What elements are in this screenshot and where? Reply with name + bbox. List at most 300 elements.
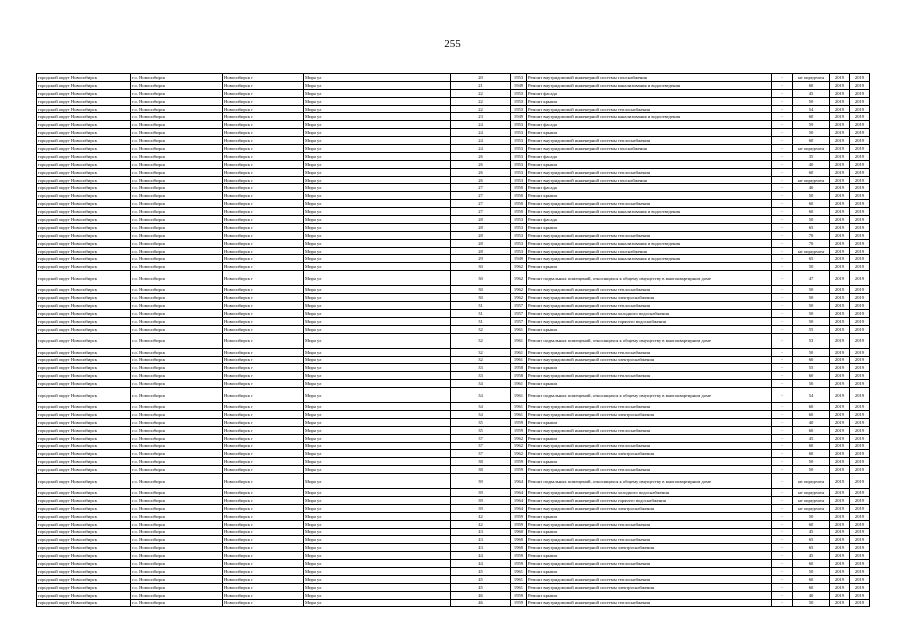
- house-number-cell: 27: [451, 208, 511, 216]
- build-year-cell: 1961: [511, 410, 527, 418]
- dash-cell: -: [772, 192, 793, 200]
- table-row: [37, 192, 870, 200]
- municipality-cell: городской округ Новосибирск: [37, 458, 131, 466]
- dash-cell: -: [772, 231, 793, 239]
- city-cell: Новосибирск г: [223, 192, 304, 200]
- build-year-cell: 1950: [511, 208, 527, 216]
- house-number-cell: 28: [451, 239, 511, 247]
- table-row: [37, 426, 870, 434]
- settlement-cell: г.о. Новосибирск: [131, 466, 223, 474]
- year-to-cell: 2019: [850, 294, 870, 302]
- city-cell: Новосибирск г: [223, 231, 304, 239]
- table-row: [37, 263, 870, 271]
- year-to-cell: 2019: [850, 223, 870, 231]
- dash-cell: -: [772, 403, 793, 411]
- cost-cell: 70: [793, 231, 830, 239]
- year-from-cell: 2019: [830, 418, 850, 426]
- build-year-cell: 1961: [511, 325, 527, 333]
- work-type-cell: Ремонт внутридомовой инженерной системы электроснабжения: [527, 356, 772, 364]
- table-row: [37, 302, 870, 310]
- municipality-cell: городской округ Новосибирск: [37, 450, 131, 458]
- street-cell: Мира ул: [304, 474, 451, 489]
- work-type-cell: Ремонт крыши: [527, 129, 772, 137]
- house-number-cell: 39: [451, 496, 511, 504]
- municipality-cell: городской округ Новосибирск: [37, 348, 131, 356]
- cost-cell: не определен: [793, 474, 830, 489]
- work-type-cell: Ремонт внутридомовой инженерной системы электроснабжения: [527, 450, 772, 458]
- build-year-cell: 1962: [511, 286, 527, 294]
- build-year-cell: 1961: [511, 575, 527, 583]
- dash-cell: -: [772, 152, 793, 160]
- city-cell: Новосибирск г: [223, 434, 304, 442]
- settlement-cell: г.о. Новосибирск: [131, 286, 223, 294]
- dash-cell: -: [772, 113, 793, 121]
- settlement-cell: г.о. Новосибирск: [131, 474, 223, 489]
- build-year-cell: 1959: [511, 560, 527, 568]
- settlement-cell: г.о. Новосибирск: [131, 450, 223, 458]
- table-row: [37, 317, 870, 325]
- settlement-cell: г.о. Новосибирск: [131, 89, 223, 97]
- year-to-cell: 2019: [850, 216, 870, 224]
- cost-cell: 50: [793, 216, 830, 224]
- cost-cell: 50: [793, 458, 830, 466]
- table-row: [37, 380, 870, 388]
- settlement-cell: г.о. Новосибирск: [131, 575, 223, 583]
- build-year-cell: 1950: [511, 184, 527, 192]
- city-cell: Новосибирск г: [223, 552, 304, 560]
- work-type-cell: Ремонт крыши: [527, 458, 772, 466]
- table-row: [37, 583, 870, 591]
- house-number-cell: 31: [451, 309, 511, 317]
- city-cell: Новосибирск г: [223, 348, 304, 356]
- work-type-cell: Ремонт внутридомовой инженерной системы канализования и водоотведения: [527, 113, 772, 121]
- house-number-cell: 32: [451, 325, 511, 333]
- cost-cell: 70: [793, 239, 830, 247]
- build-year-cell: 1960: [511, 544, 527, 552]
- dash-cell: -: [772, 450, 793, 458]
- work-type-cell: Ремонт внутридомовой инженерной системы теплоснабжения: [527, 575, 772, 583]
- dash-cell: -: [772, 121, 793, 129]
- street-cell: Мира ул: [304, 512, 451, 520]
- dash-cell: -: [772, 325, 793, 333]
- year-from-cell: 2019: [830, 520, 850, 528]
- work-type-cell: Ремонт крыши: [527, 325, 772, 333]
- dash-cell: -: [772, 160, 793, 168]
- street-cell: Мира ул: [304, 176, 451, 184]
- settlement-cell: г.о. Новосибирск: [131, 567, 223, 575]
- settlement-cell: г.о. Новосибирск: [131, 333, 223, 348]
- year-from-cell: 2019: [830, 591, 850, 599]
- municipality-cell: городской округ Новосибирск: [37, 160, 131, 168]
- table-row: [37, 121, 870, 129]
- table-row: [37, 489, 870, 497]
- year-to-cell: 2019: [850, 583, 870, 591]
- cost-cell: 50: [793, 192, 830, 200]
- municipality-cell: городской округ Новосибирск: [37, 309, 131, 317]
- city-cell: Новосибирск г: [223, 145, 304, 153]
- city-cell: Новосибирск г: [223, 294, 304, 302]
- city-cell: Новосибирск г: [223, 591, 304, 599]
- house-number-cell: 46: [451, 591, 511, 599]
- cost-cell: 50: [793, 466, 830, 474]
- year-to-cell: 2019: [850, 364, 870, 372]
- work-type-cell: Ремонт внутридомовой инженерной системы электроснабжения: [527, 410, 772, 418]
- city-cell: Новосибирск г: [223, 583, 304, 591]
- build-year-cell: 1959: [511, 418, 527, 426]
- city-cell: Новосибирск г: [223, 496, 304, 504]
- house-number-cell: 38: [451, 458, 511, 466]
- build-year-cell: 1959: [511, 552, 527, 560]
- house-number-cell: 32: [451, 348, 511, 356]
- municipality-cell: городской округ Новосибирск: [37, 466, 131, 474]
- table-row: [37, 105, 870, 113]
- municipality-cell: городской округ Новосибирск: [37, 263, 131, 271]
- build-year-cell: 1962: [511, 442, 527, 450]
- municipality-cell: городской округ Новосибирск: [37, 520, 131, 528]
- settlement-cell: г.о. Новосибирск: [131, 356, 223, 364]
- table-row: [37, 372, 870, 380]
- city-cell: Новосибирск г: [223, 302, 304, 310]
- cost-cell: 60: [793, 520, 830, 528]
- dash-cell: -: [772, 372, 793, 380]
- street-cell: Мира ул: [304, 121, 451, 129]
- table-row: [37, 286, 870, 294]
- year-to-cell: 2019: [850, 544, 870, 552]
- year-from-cell: 2019: [830, 160, 850, 168]
- municipality-cell: городской округ Новосибирск: [37, 294, 131, 302]
- cost-cell: 50: [793, 302, 830, 310]
- dash-cell: -: [772, 317, 793, 325]
- city-cell: Новосибирск г: [223, 129, 304, 137]
- build-year-cell: 1961: [511, 403, 527, 411]
- cost-cell: не определен: [793, 247, 830, 255]
- house-number-cell: 34: [451, 380, 511, 388]
- work-type-cell: Ремонт внутридомовой инженерной системы теплоснабжения: [527, 200, 772, 208]
- cost-cell: не определен: [793, 504, 830, 512]
- street-cell: Мира ул: [304, 309, 451, 317]
- year-from-cell: 2019: [830, 364, 850, 372]
- work-type-cell: Ремонт крыши: [527, 160, 772, 168]
- build-year-cell: 1950: [511, 192, 527, 200]
- year-from-cell: 2019: [830, 121, 850, 129]
- street-cell: Мира ул: [304, 325, 451, 333]
- table-row: [37, 137, 870, 145]
- build-year-cell: 1959: [511, 591, 527, 599]
- build-year-cell: 1957: [511, 309, 527, 317]
- build-year-cell: 1961: [511, 388, 527, 403]
- street-cell: Мира ул: [304, 552, 451, 560]
- dash-cell: -: [772, 466, 793, 474]
- dash-cell: -: [772, 442, 793, 450]
- year-to-cell: 2019: [850, 302, 870, 310]
- work-type-cell: Ремонт внутридомовой инженерной системы теплоснабжения: [527, 426, 772, 434]
- work-type-cell: Ремонт внутридомовой инженерной системы теплоснабжения: [527, 403, 772, 411]
- city-cell: Новосибирск г: [223, 160, 304, 168]
- dash-cell: -: [772, 137, 793, 145]
- municipality-cell: городской округ Новосибирск: [37, 583, 131, 591]
- cost-cell: 40: [793, 418, 830, 426]
- house-number-cell: 45: [451, 575, 511, 583]
- street-cell: Мира ул: [304, 286, 451, 294]
- municipality-cell: городской округ Новосибирск: [37, 496, 131, 504]
- street-cell: Мира ул: [304, 145, 451, 153]
- table-row: [37, 567, 870, 575]
- dash-cell: -: [772, 434, 793, 442]
- cost-cell: 45: [793, 434, 830, 442]
- cost-cell: 50: [793, 294, 830, 302]
- dash-cell: -: [772, 302, 793, 310]
- dash-cell: -: [772, 216, 793, 224]
- house-number-cell: 30: [451, 294, 511, 302]
- dash-cell: -: [772, 168, 793, 176]
- dash-cell: -: [772, 348, 793, 356]
- settlement-cell: г.о. Новосибирск: [131, 325, 223, 333]
- table-row: [37, 231, 870, 239]
- build-year-cell: 1953: [511, 247, 527, 255]
- work-type-cell: Ремонт крыши: [527, 591, 772, 599]
- build-year-cell: 1962: [511, 294, 527, 302]
- work-type-cell: Ремонт внутридомовой инженерной системы теплоснабжения: [527, 137, 772, 145]
- dash-cell: -: [772, 583, 793, 591]
- year-from-cell: 2019: [830, 286, 850, 294]
- cost-cell: 40: [793, 160, 830, 168]
- year-to-cell: 2019: [850, 496, 870, 504]
- street-cell: Мира ул: [304, 504, 451, 512]
- build-year-cell: 1960: [511, 536, 527, 544]
- cost-cell: 50: [793, 309, 830, 317]
- house-number-cell: 44: [451, 560, 511, 568]
- table-row: [37, 168, 870, 176]
- house-number-cell: 20: [451, 74, 511, 82]
- build-year-cell: 1953: [511, 168, 527, 176]
- year-to-cell: 2019: [850, 97, 870, 105]
- settlement-cell: г.о. Новосибирск: [131, 544, 223, 552]
- street-cell: Мира ул: [304, 458, 451, 466]
- table-row: [37, 255, 870, 263]
- municipality-cell: городской округ Новосибирск: [37, 512, 131, 520]
- year-to-cell: 2019: [850, 184, 870, 192]
- year-to-cell: 2019: [850, 591, 870, 599]
- municipality-cell: городской округ Новосибирск: [37, 223, 131, 231]
- work-type-cell: Ремонт внутридомовой инженерной системы теплоснабжения: [527, 466, 772, 474]
- city-cell: Новосибирск г: [223, 255, 304, 263]
- table-row: [37, 458, 870, 466]
- year-from-cell: 2019: [830, 113, 850, 121]
- dash-cell: -: [772, 239, 793, 247]
- work-type-cell: Ремонт внутридомовой инженерной системы горячего водоснабжения: [527, 496, 772, 504]
- dash-cell: -: [772, 208, 793, 216]
- municipality-cell: городской округ Новосибирск: [37, 575, 131, 583]
- street-cell: Мира ул: [304, 560, 451, 568]
- table-row: [37, 208, 870, 216]
- house-number-cell: 38: [451, 466, 511, 474]
- table-row: [37, 89, 870, 97]
- house-number-cell: 46: [451, 599, 511, 607]
- street-cell: Мира ул: [304, 528, 451, 536]
- municipality-cell: городской округ Новосибирск: [37, 403, 131, 411]
- table-row: [37, 552, 870, 560]
- year-to-cell: 2019: [850, 263, 870, 271]
- year-from-cell: 2019: [830, 512, 850, 520]
- work-type-cell: Ремонт фасада: [527, 216, 772, 224]
- table-row: [37, 152, 870, 160]
- municipality-cell: городской округ Новосибирск: [37, 216, 131, 224]
- table-row: [37, 418, 870, 426]
- street-cell: Мира ул: [304, 496, 451, 504]
- dash-cell: -: [772, 504, 793, 512]
- street-cell: Мира ул: [304, 129, 451, 137]
- work-type-cell: Ремонт внутридомовой инженерной системы газоснабжения: [527, 247, 772, 255]
- city-cell: Новосибирск г: [223, 121, 304, 129]
- year-to-cell: 2019: [850, 176, 870, 184]
- settlement-cell: г.о. Новосибирск: [131, 223, 223, 231]
- year-to-cell: 2019: [850, 356, 870, 364]
- settlement-cell: г.о. Новосибирск: [131, 309, 223, 317]
- house-number-cell: 24: [451, 145, 511, 153]
- table-row: [37, 466, 870, 474]
- house-number-cell: 27: [451, 192, 511, 200]
- street-cell: Мира ул: [304, 426, 451, 434]
- settlement-cell: г.о. Новосибирск: [131, 348, 223, 356]
- settlement-cell: г.о. Новосибирск: [131, 528, 223, 536]
- city-cell: Новосибирск г: [223, 567, 304, 575]
- table-row: [37, 97, 870, 105]
- table-row: [37, 442, 870, 450]
- municipality-cell: городской округ Новосибирск: [37, 176, 131, 184]
- work-type-cell: Ремонт внутридомовой инженерной системы теплоснабжения: [527, 442, 772, 450]
- year-from-cell: 2019: [830, 575, 850, 583]
- settlement-cell: г.о. Новосибирск: [131, 152, 223, 160]
- municipality-cell: городской округ Новосибирск: [37, 239, 131, 247]
- dash-cell: -: [772, 145, 793, 153]
- city-cell: Новосибирск г: [223, 247, 304, 255]
- work-type-cell: Ремонт крыши: [527, 512, 772, 520]
- city-cell: Новосибирск г: [223, 474, 304, 489]
- city-cell: Новосибирск г: [223, 426, 304, 434]
- city-cell: Новосибирск г: [223, 489, 304, 497]
- dash-cell: -: [772, 560, 793, 568]
- settlement-cell: г.о. Новосибирск: [131, 512, 223, 520]
- city-cell: Новосибирск г: [223, 364, 304, 372]
- year-to-cell: 2019: [850, 74, 870, 82]
- house-number-cell: 37: [451, 450, 511, 458]
- house-number-cell: 27: [451, 200, 511, 208]
- build-year-cell: 1953: [511, 105, 527, 113]
- city-cell: Новосибирск г: [223, 466, 304, 474]
- table-row: [37, 528, 870, 536]
- build-year-cell: 1964: [511, 504, 527, 512]
- street-cell: Мира ул: [304, 348, 451, 356]
- work-type-cell: Ремонт внутридомовой инженерной системы теплоснабжения: [527, 560, 772, 568]
- table-row: [37, 239, 870, 247]
- work-type-cell: Ремонт крыши: [527, 418, 772, 426]
- table-body: [37, 74, 870, 607]
- dash-cell: -: [772, 567, 793, 575]
- dash-cell: -: [772, 496, 793, 504]
- street-cell: Мира ул: [304, 317, 451, 325]
- table-row: [37, 410, 870, 418]
- municipality-cell: городской округ Новосибирск: [37, 255, 131, 263]
- house-number-cell: 39: [451, 474, 511, 489]
- city-cell: Новосибирск г: [223, 403, 304, 411]
- cost-cell: 60: [793, 81, 830, 89]
- street-cell: Мира ул: [304, 418, 451, 426]
- settlement-cell: г.о. Новосибирск: [131, 536, 223, 544]
- dash-cell: -: [772, 247, 793, 255]
- year-to-cell: 2019: [850, 442, 870, 450]
- year-to-cell: 2019: [850, 520, 870, 528]
- cost-cell: 60: [793, 450, 830, 458]
- dash-cell: -: [772, 544, 793, 552]
- year-to-cell: 2019: [850, 286, 870, 294]
- year-from-cell: 2019: [830, 216, 850, 224]
- municipality-cell: городской округ Новосибирск: [37, 145, 131, 153]
- build-year-cell: 1959: [511, 599, 527, 607]
- settlement-cell: г.о. Новосибирск: [131, 121, 223, 129]
- year-from-cell: 2019: [830, 192, 850, 200]
- settlement-cell: г.о. Новосибирск: [131, 239, 223, 247]
- table-row: [37, 536, 870, 544]
- year-to-cell: 2019: [850, 200, 870, 208]
- municipality-cell: городской округ Новосибирск: [37, 325, 131, 333]
- year-from-cell: 2019: [830, 231, 850, 239]
- municipality-cell: городской округ Новосибирск: [37, 372, 131, 380]
- settlement-cell: г.о. Новосибирск: [131, 247, 223, 255]
- city-cell: Новосибирск г: [223, 317, 304, 325]
- settlement-cell: г.о. Новосибирск: [131, 380, 223, 388]
- year-from-cell: 2019: [830, 552, 850, 560]
- table-row: [37, 176, 870, 184]
- street-cell: Мира ул: [304, 450, 451, 458]
- municipality-cell: городской округ Новосибирск: [37, 504, 131, 512]
- year-from-cell: 2019: [830, 97, 850, 105]
- year-to-cell: 2019: [850, 89, 870, 97]
- year-to-cell: 2019: [850, 105, 870, 113]
- street-cell: Мира ул: [304, 380, 451, 388]
- cost-cell: 60: [793, 113, 830, 121]
- city-cell: Новосибирск г: [223, 528, 304, 536]
- street-cell: Мира ул: [304, 239, 451, 247]
- street-cell: Мира ул: [304, 489, 451, 497]
- work-type-cell: Ремонт внутридомовой инженерной системы теплоснабжения: [527, 168, 772, 176]
- house-number-cell: 22: [451, 105, 511, 113]
- street-cell: Мира ул: [304, 583, 451, 591]
- work-type-cell: Ремонт крыши: [527, 223, 772, 231]
- work-type-cell: Ремонт внутридомовой инженерной системы газоснабжения: [527, 145, 772, 153]
- street-cell: Мира ул: [304, 536, 451, 544]
- cost-cell: 60: [793, 403, 830, 411]
- build-year-cell: 1958: [511, 364, 527, 372]
- municipality-cell: городской округ Новосибирск: [37, 137, 131, 145]
- table-row: [37, 81, 870, 89]
- year-from-cell: 2019: [830, 450, 850, 458]
- house-number-cell: 43: [451, 528, 511, 536]
- municipality-cell: городской округ Новосибирск: [37, 599, 131, 607]
- city-cell: Новосибирск г: [223, 105, 304, 113]
- house-number-cell: 31: [451, 302, 511, 310]
- street-cell: Мира ул: [304, 113, 451, 121]
- work-type-cell: Ремонт внутридомовой инженерной системы теплоснабжения: [527, 536, 772, 544]
- year-from-cell: 2019: [830, 325, 850, 333]
- settlement-cell: г.о. Новосибирск: [131, 160, 223, 168]
- work-type-cell: Ремонт фасада: [527, 152, 772, 160]
- house-number-cell: 35: [451, 418, 511, 426]
- build-year-cell: 1953: [511, 121, 527, 129]
- table-row: [37, 512, 870, 520]
- house-number-cell: 33: [451, 364, 511, 372]
- build-year-cell: 1962: [511, 434, 527, 442]
- year-to-cell: 2019: [850, 410, 870, 418]
